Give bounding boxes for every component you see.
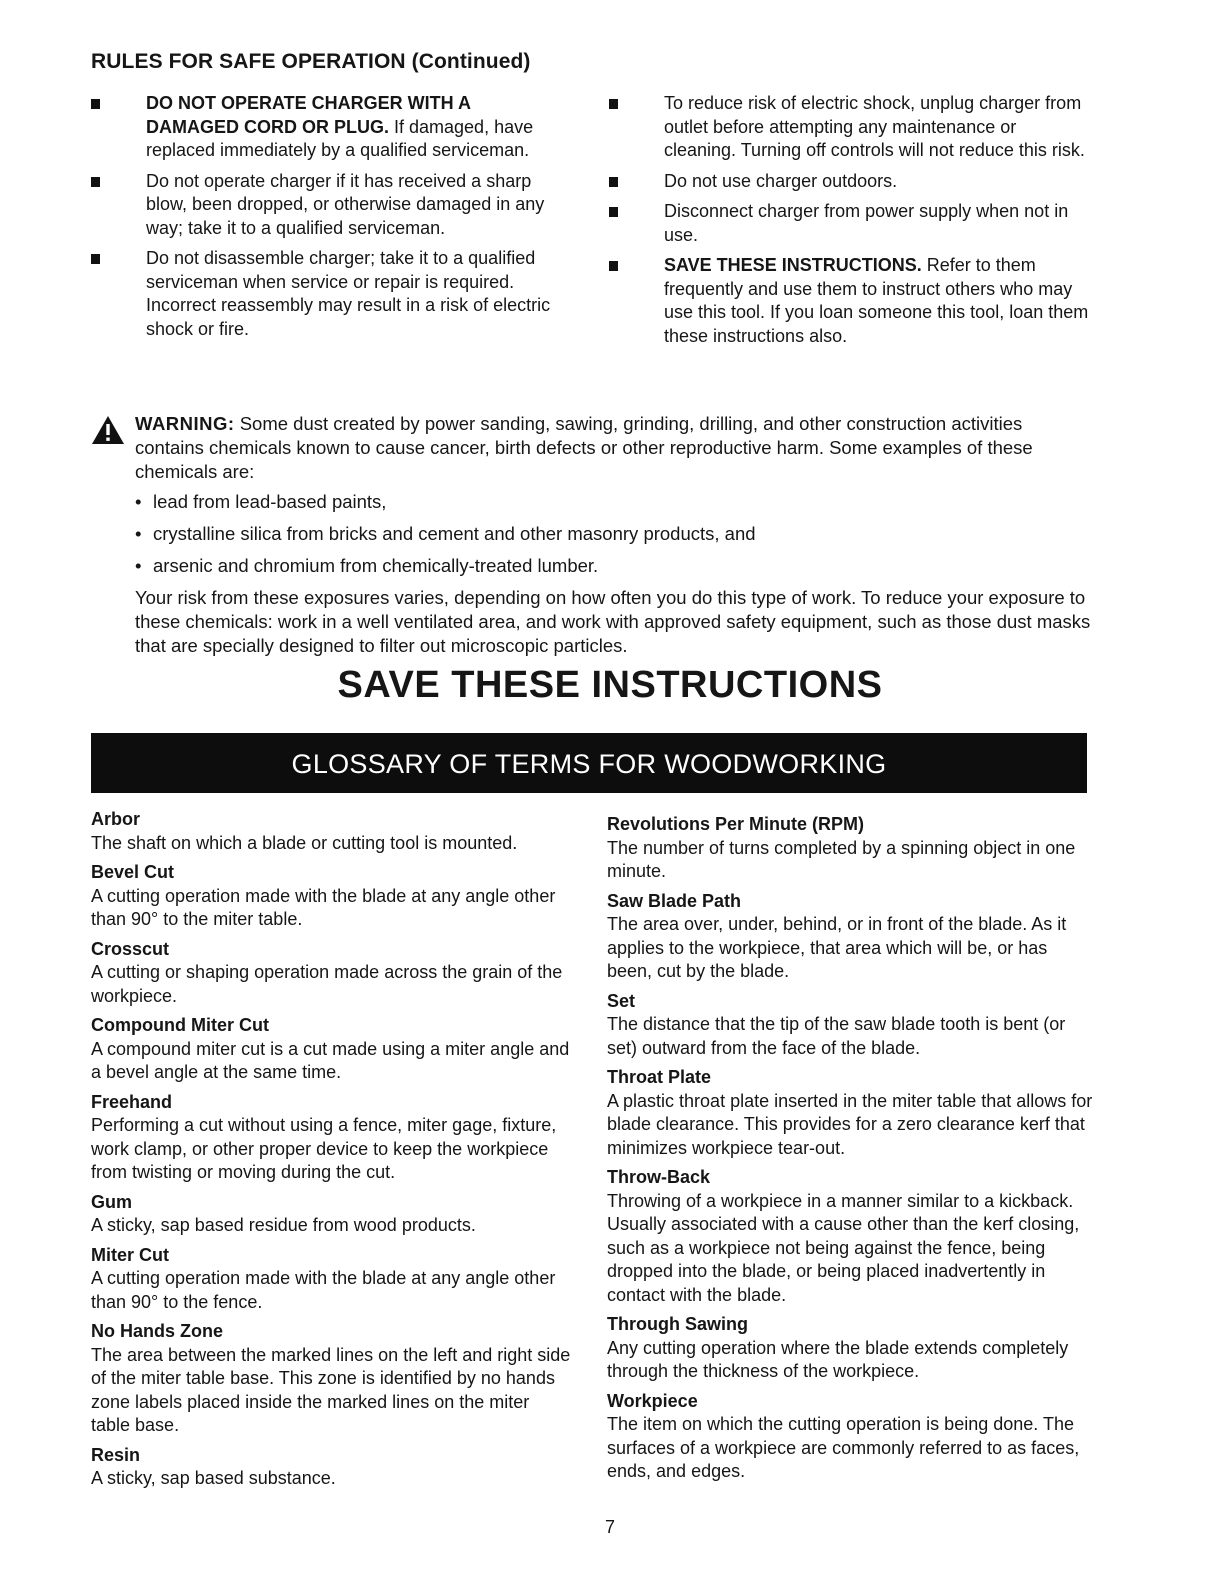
- glossary-definition: Any cutting operation where the blade extends completely through the thickness of the workpiece.: [607, 1337, 1069, 1381]
- rule-item: Do not use charger outdoors.: [609, 170, 1089, 194]
- glossary-term: Through Sawing: [607, 1314, 748, 1334]
- glossary-term: Miter Cut: [91, 1244, 169, 1265]
- rule-item: SAVE THESE INSTRUCTIONS. Refer to them frequently and use them to instruct others who may use this tool. If you loan someone this tool, loan them these instructions also.: [609, 254, 1089, 348]
- square-bullet-icon: [609, 99, 618, 109]
- glossary-definition: The area between the marked lines on the left and right side of the miter table base. This zone is identified by no hands zone labels placed inside the marked lines on the miter table base.: [91, 1344, 571, 1435]
- glossary-term: Crosscut: [91, 938, 170, 959]
- glossary-definition: A cutting operation made with the blade at any angle other than 90° to the miter table.: [91, 885, 556, 929]
- glossary-definition: A cutting or shaping operation made across the grain of the workpiece.: [91, 962, 563, 1006]
- glossary-term: Gum: [91, 1191, 133, 1212]
- glossary-term: No Hands Zone: [91, 1321, 224, 1341]
- rule-item: Disconnect charger from power supply when not in use.: [609, 200, 1089, 247]
- warning-intro: WARNING: Some dust created by power sanding, sawing, grinding, drilling, and other construction activities contains chemicals known to cause cancer, birth defects or other reproductive harm. Some examples of these chemicals are:: [135, 413, 1033, 482]
- warning-label: WARNING:: [135, 413, 235, 434]
- glossary-definition: A sticky, sap based substance.: [91, 1468, 336, 1488]
- glossary-definition: Performing a cut without using a fence, miter gage, fixture, work clamp, or other proper device to keep the workpiece from twisting or moving during the cut.: [91, 1115, 557, 1182]
- glossary-definition: The distance that the tip of the saw blade tooth is bent (or set) outward from the face of the blade.: [607, 1014, 1066, 1058]
- glossary-title-bar: GLOSSARY OF TERMS FOR WOODWORKING: [91, 733, 1087, 793]
- glossary-definition: A cutting operation made with the blade at any angle other than 90° to the fence.: [91, 1268, 556, 1312]
- square-bullet-icon: [609, 261, 618, 271]
- glossary-term: Resin: [91, 1444, 141, 1465]
- glossary-term: Throat Plate: [607, 1067, 712, 1087]
- glossary-definition: The area over, under, behind, or in front of the blade. As it applies to the workpiece, that area which will be, or has been, cut by the blade.: [607, 914, 1067, 981]
- glossary-term: Arbor: [91, 809, 140, 829]
- list-item: • crystalline silica from bricks and cement and other masonry products, and: [135, 522, 1091, 546]
- warning-triangle-icon: [91, 415, 125, 445]
- glossary-definition: The shaft on which a blade or cutting tool is mounted.: [91, 832, 518, 853]
- page-number: 7: [604, 1517, 615, 1537]
- square-bullet-icon: [609, 177, 618, 187]
- warning-closing: Your risk from these exposures varies, depending on how often you do this type of work. To reduce your exposure to these chemicals: work in a well ventilated area, and work with approved safety equipment, such as those dust masks that are specially designed to filter out microscopic particles.: [135, 587, 1091, 656]
- square-bullet-icon: [91, 99, 100, 109]
- glossary-definition: The number of turns completed by a spinning object in one minute.: [607, 837, 1076, 881]
- glossary-definition: A plastic throat plate inserted in the miter table that allows for blade clearance. This provides for a zero clearance kerf that minimizes workpiece tear-out.: [607, 1090, 1093, 1158]
- rule-item: To reduce risk of electric shock, unplug charger from outlet before attempting any maintenance or cleaning. Turning off controls will not reduce this risk.: [609, 92, 1089, 163]
- glossary-left-column: [91, 808, 571, 1491]
- glossary-right-column: [607, 813, 1097, 1484]
- glossary-term: Compound Miter Cut: [91, 1015, 269, 1035]
- rules-right-column: [609, 92, 1089, 355]
- glossary-term: Workpiece: [607, 1390, 698, 1411]
- rules-left-column: [91, 92, 561, 348]
- square-bullet-icon: [91, 177, 100, 187]
- square-bullet-icon: [609, 207, 618, 217]
- glossary-term: Saw Blade Path: [607, 890, 742, 911]
- glossary-definition: The item on which the cutting operation is being done. The surfaces of a workpiece are commonly referred to as faces, ends, and edges.: [607, 1414, 1080, 1481]
- list-item: • lead from lead-based paints,: [135, 490, 1091, 514]
- glossary-definition: A sticky, sap based residue from wood products.: [91, 1215, 476, 1235]
- glossary-term: Set: [607, 990, 636, 1011]
- warning-block: [91, 412, 1091, 658]
- square-bullet-icon: [91, 254, 100, 264]
- section-title: RULES FOR SAFE OPERATION (Continued): [91, 50, 531, 73]
- glossary-term: Bevel Cut: [91, 862, 175, 882]
- glossary-definition: Throwing of a workpiece in a manner similar to a kickback. Usually associated with a cause other than the kerf closing, such as a workpiece not being against the fence, being dropped into the blade, or being placed inadvertently in contact with the blade.: [607, 1190, 1080, 1305]
- list-item: • arsenic and chromium from chemically-treated lumber.: [135, 554, 1091, 578]
- glossary-term: Throw-Back: [607, 1167, 711, 1187]
- rule-item: DO NOT OPERATE CHARGER WITH A DAMAGED CORD OR PLUG. If damaged, have replaced immediately by a qualified serviceman.: [91, 92, 561, 163]
- rule-item: Do not operate charger if it has received a sharp blow, been dropped, or otherwise damaged in any way; take it to a qualified serviceman.: [91, 170, 561, 241]
- glossary-definition: A compound miter cut is a cut made using a miter angle and a bevel angle at the same time.: [91, 1038, 570, 1082]
- rule-item: Do not disassemble charger; take it to a qualified serviceman when service or repair is required. Incorrect reassembly may result in a risk of electric shock or fire.: [91, 247, 561, 341]
- glossary-term: Revolutions Per Minute (RPM): [607, 814, 865, 834]
- warning-list: [135, 490, 1091, 578]
- save-instructions-heading: SAVE THESE INSTRUCTIONS: [337, 664, 883, 706]
- glossary-term: Freehand: [91, 1091, 173, 1112]
